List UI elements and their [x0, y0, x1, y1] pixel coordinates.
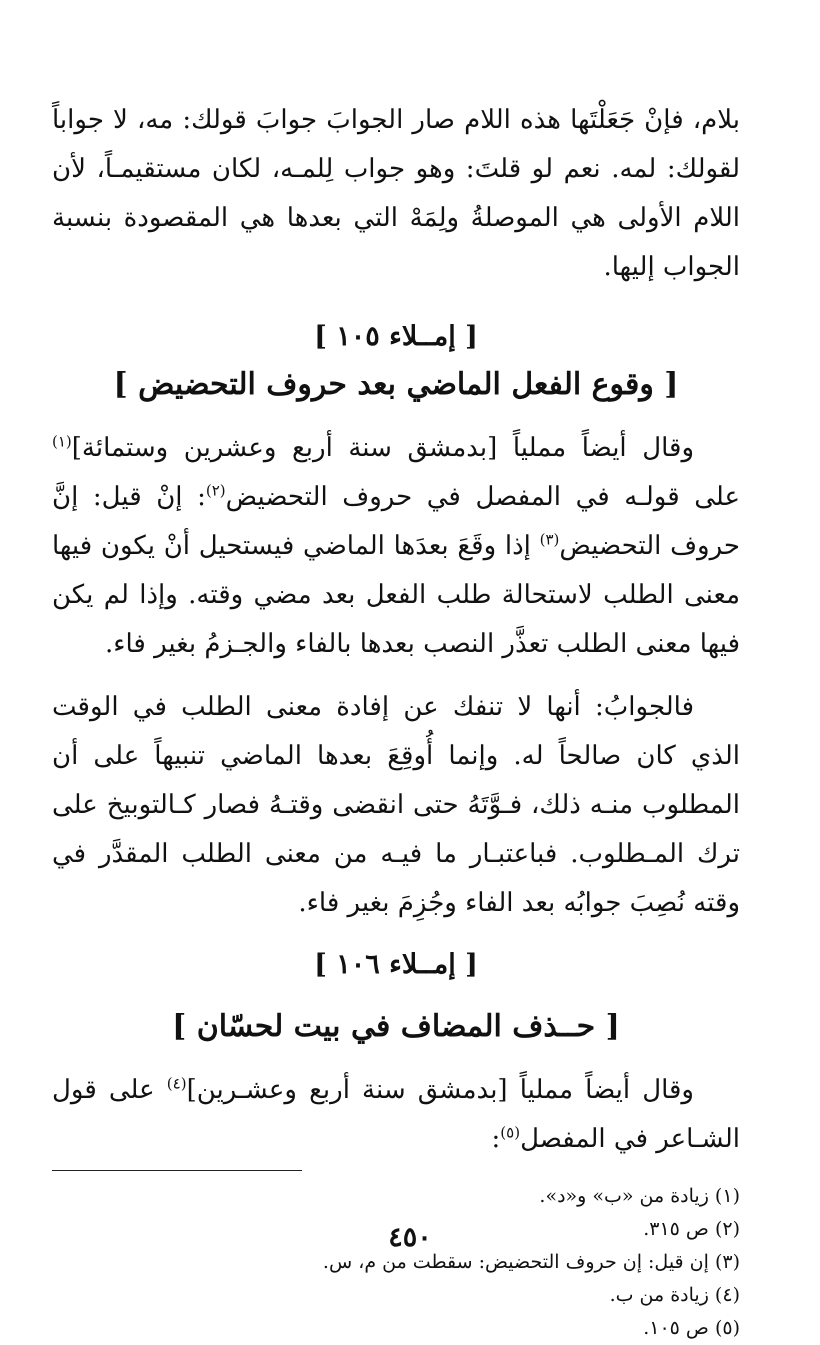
- intro-line-1: بلام، فإنْ جَعَلْتَها هذه اللام صار الجوابَ جوابَ قولك: مه، لا جواباً لقولك:: [52, 105, 741, 184]
- footnote-4: (٤) زيادة من ب.: [609, 1284, 740, 1306]
- intro-line-3: الموصلةُ ولِمَهْ التي بعدها هي المقصودة بنسبة الجواب إليها.: [52, 203, 740, 282]
- footnote-1: (١) زيادة من «ب» و«د».: [539, 1185, 740, 1207]
- footnote-ref-3: (٣): [539, 530, 560, 549]
- footnote-5: (٥) ص ١٠٥.: [643, 1317, 740, 1339]
- footnotes-list: [52, 1180, 740, 1345]
- footnote-ref-2: (٢): [205, 481, 226, 500]
- intro-paragraph: [52, 96, 740, 292]
- intro-line-2: لمه. نعم لو قلتَ: وهو جواب لِلمـه، لكان مستقيمـاً، لأن اللام الأولى هي: [52, 154, 740, 233]
- section-106-text-a: وقال أيضاً مملياً [بدمشق سنة أربع وعشـرين]: [186, 1075, 694, 1105]
- section-105-title: [ وقوع الفعل الماضي بعد حروف التحضيض ]: [113, 367, 679, 402]
- page-number: ٤٥٠: [388, 1222, 432, 1253]
- section-106-text-c: :: [491, 1124, 501, 1154]
- footnote-3: (٣) إن قيل: إن حروف التحضيض: سقطت من م، س.: [322, 1251, 740, 1273]
- footnote-ref-1: (١): [52, 432, 72, 451]
- section-105-text-a: وقال أيضاً مملياً [بدمشق سنة أربع وعشرين وستمائة]: [71, 433, 694, 463]
- section-105-text-b: على قولـه في المفصل في حروف التحضيض: [225, 482, 740, 512]
- footnote-2: (٢) ص ٣١٥.: [643, 1218, 740, 1240]
- footnote-separator: [52, 1164, 740, 1180]
- section-106-title: [ حــذف المضاف في بيت لحسّان ]: [172, 1009, 620, 1044]
- section-105-text-c: : إنْ قيل: إنَّ حروف التحضيض: [52, 482, 740, 561]
- imla-105-heading: [ إمــلاء ١٠٥ ]: [314, 321, 478, 352]
- footnote-ref-5: (٥): [500, 1123, 521, 1142]
- section-105-paragraph-1: [52, 424, 740, 669]
- page-body: [52, 96, 740, 1345]
- imla-106-heading: [ إمــلاء ١٠٦ ]: [314, 949, 478, 980]
- section-105-paragraph-2: فالجوابُ: أنها لا تنفك عن إفادة معنى الطلب في الوقت الذي كان صالحاً له. وإنما أُوقِعَ بعدها الماضي تنبيهاً على أن المطلوب منـه ذلك، فـوَّتَهُ حتى انقضى وقتـهُ فصار كـالتوبيخ على ترك المـطلوب. فباعتبـار ما فيـه من معنى الطلب المقدَّر في وقته نُصِبَ جوابُه بعد الفاء وجُزِمَ بغير فاء.: [52, 692, 740, 918]
- section-105-text-d: إذا وقَعَ بعدَها الماضي فيستحيل أنْ يكون فيها معنى الطلب لاستحالة طلب الفعل بعد مضي وقته. وإذا لم يكن فيها معنى الطلب تعذَّر النصب بعدها بالفاء والجـزمُ بغير فاء.: [52, 531, 740, 659]
- footnote-ref-4: (٤): [166, 1074, 187, 1093]
- section-106-paragraph-1: [52, 1066, 740, 1164]
- section-106-text-b: على قول الشـاعر في المفصل: [52, 1075, 740, 1154]
